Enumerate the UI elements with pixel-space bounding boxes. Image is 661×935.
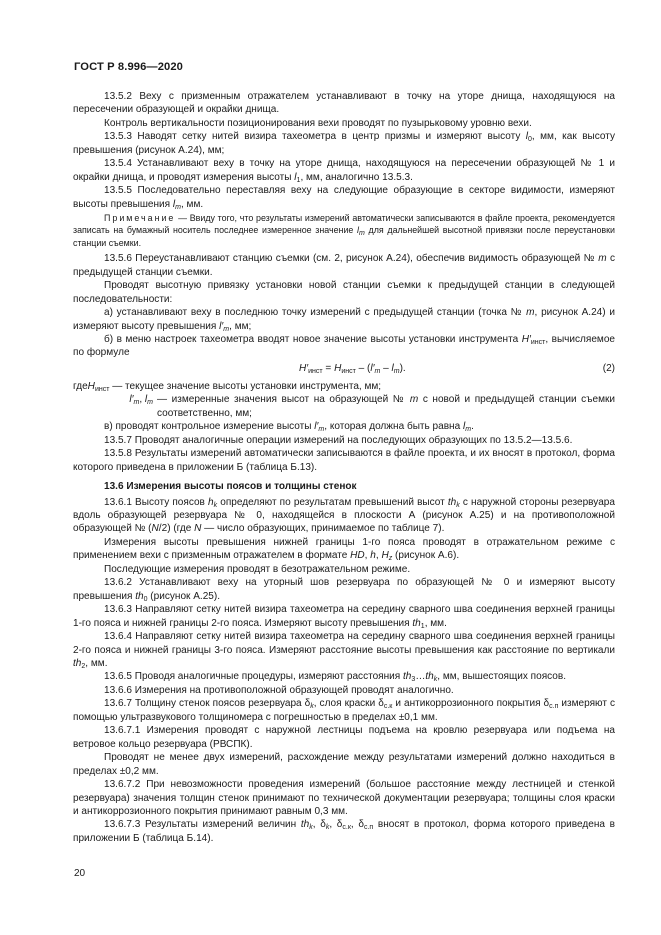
definition-l: $l'_m$, $l_m$ — измеренные значения высот на образующей № m с новой и предыдущей станции съемки соответственно, мм; bbox=[129, 394, 615, 419]
paragraph-step-c: в) проводят контрольное измерение высоты $l'_m$, которая должна быть равна $l_m$. bbox=[104, 421, 474, 434]
paragraph-nonreflective: Последующие измерения проводят в безотражательном режиме. bbox=[104, 563, 411, 575]
document-body bbox=[73, 90, 615, 845]
paragraph-13-6-7: 13.6.7 Толщину стенок поясов резервуара $\delta_k$, слоя краски $\delta_{с.к}$ и антикоррозионного покрытия $\delta_{с.п}$ измеряют с помощью ультразвукового толщиномера с погрешностью в пределах ±0,1 мм. bbox=[73, 698, 615, 723]
page-number: 20 bbox=[74, 868, 86, 879]
paragraph-13-5-7: 13.5.7 Проводят аналогичные операции измерений на последующих образующих по 13.5.2—13.5.6. bbox=[104, 434, 573, 446]
paragraph-13-6-1: 13.6.1 Высоту поясов $h_k$ определяют по результатам превышений высот $th_k$ с наружной стороны резервуара вдоль образующей резервуара № 0, находящейся в плоскости А (рисунок А.25) и на противоположной образующей № (N/2) (где N — число образующих, принимаемое по таблице 7). bbox=[73, 496, 615, 535]
definition-h: где $H_{инст}$ — текущее значение высоты установки инструмента, мм; bbox=[73, 380, 382, 393]
paragraph-13-5-5: 13.5.5 Последовательно переставляя веху на следующие образующие в секторе видимости, измеряют высоты превышения $l_m$, мм. bbox=[73, 185, 615, 211]
paragraph-13-5-6: 13.5.6 Переустанавливают станцию съемки (см. 2, рисунок А.24), обеспечив видимость образующей № m с предыдущей станции съемки. bbox=[73, 253, 615, 278]
paragraph-13-6-6: 13.6.6 Измерения на противоположной образующей проводят аналогично. bbox=[104, 684, 454, 696]
paragraph-13-5-4: 13.5.4 Устанавливают веху в точку на уторе днища, находящуюся на пересечении образующей № 1 и окрайки днища, и проводят измерения высоты $l_1$, мм, аналогично 13.5.3. bbox=[73, 158, 615, 184]
formula-expression: $H'_{инст} = H_{инст} - (l'_m - l_m)$. bbox=[299, 362, 406, 375]
formula-2 bbox=[73, 362, 615, 378]
paragraph-binding: Проводят высотную привязку установки новой станции съемки к предыдущей станции в следующей последовательности: bbox=[73, 280, 615, 305]
paragraph-13-6-5: 13.6.5 Проводя аналогичные процедуры, измеряют расстояния $th_3\dots th_k$, мм, вышестоящих поясов. bbox=[104, 671, 566, 684]
paragraph-13-6-2: 13.6.2 Устанавливают веху на уторный шов резервуара по образующей № 0 и измеряют высоту превышения $th_0$ (рисунок А.25). bbox=[73, 577, 615, 603]
paragraph-13-6-3: 13.6.3 Направляют сетку нитей визира тахеометра на середину сварного шва соединения верхней границы 1-го пояса и нижней границы 2-го пояса. Измеряют высоту превышения $th_1$, мм. bbox=[73, 604, 615, 630]
formula-number: (2) bbox=[602, 362, 615, 374]
paragraph-13-5-2: 13.5.2 Веху с призменным отражателем устанавливают в точку на уторе днища, находящуюся на пересечении образующей и окрайки днища. bbox=[73, 91, 615, 116]
paragraph-step-b: б) в меню настроек тахеометра вводят новое значение высоты установки инструмента $H'_{инст}$, вычисляемое по формуле bbox=[73, 334, 616, 359]
document-header: ГОСТ Р 8.996—2020 bbox=[74, 61, 183, 73]
paragraph-13-5-3: 13.5.3 Наводят сетку нитей визира тахеометра в центр призмы и измеряют высоту $l_0$, мм, как высоту превышения (рисунок А.24), мм; bbox=[73, 131, 616, 156]
paragraph-13-5-8: 13.5.8 Результаты измерений автоматически записываются в файле проекта, и их вносят в протокол, форма которого приведена в приложении Б (таблица Б.13). bbox=[73, 448, 615, 473]
note: Примечание — Ввиду того, что результаты измерений автоматически записываются в файле проекта, рекомендуется записать на бумажный носитель последнее измеренное значение $l_m$ для дальнейшей высотной привязки после переустановки станции съемки. bbox=[73, 213, 615, 248]
paragraph-13-6-7-1: 13.6.7.1 Измерения проводят с наружной лестницы подъема на кровлю резервуара или подъема на ветровое кольцо резервуара (РВСПК). bbox=[73, 725, 615, 750]
paragraph-two-measurements: Проводят не менее двух измерений, расхождение между результатами измерений должно находиться в пределах ±0,2 мм. bbox=[73, 752, 615, 777]
paragraph-13-6-4: 13.6.4 Направляют сетку нитей визира тахеометра на середину сварного шва соединения верхней границы 2-го пояса и нижней границы 3-го пояса. Измеряют расстояние высоты превышения как расстояние по вертикали $th_2$, мм. bbox=[73, 631, 615, 670]
paragraph-control: Контроль вертикальности позиционирования вехи проводят по пузырьковому уровню вехи. bbox=[104, 117, 532, 129]
paragraph-13-6-7-2: 13.6.7.2 При невозможности проведения измерений (большое расстояние между лестницей и стенкой резервуара) значения толщин стенок принимают по технической документации резервуара; толщины слоя краски и антикоррозионного покрытия принимают равным 0,3 мм. bbox=[73, 779, 615, 817]
section-heading-13-6: 13.6 Измерения высоты поясов и толщины стенок bbox=[104, 481, 357, 493]
paragraph-step-a: а) устанавливают веху в последнюю точку измерений с предыдущей станции (точка № m, рисунок А.24) и измеряют высоту превышения $l'_m$, мм; bbox=[73, 307, 615, 333]
paragraph-reflector: Измерения высоты превышения нижней границы 1-го пояса проводят в отражательном режиме с применением вехи с призменным отражателем в формате HD, h, $H_z$ (рисунок А.6). bbox=[73, 536, 615, 563]
paragraph-13-6-7-3: 13.6.7.3 Результаты измерений величин $th_k$, $\delta_k$, $\delta_{с.к}$, $\delta_{с.п}$ вносят в протокол, форма которого приведена в приложении Б (таблица Б.14). bbox=[73, 819, 615, 844]
